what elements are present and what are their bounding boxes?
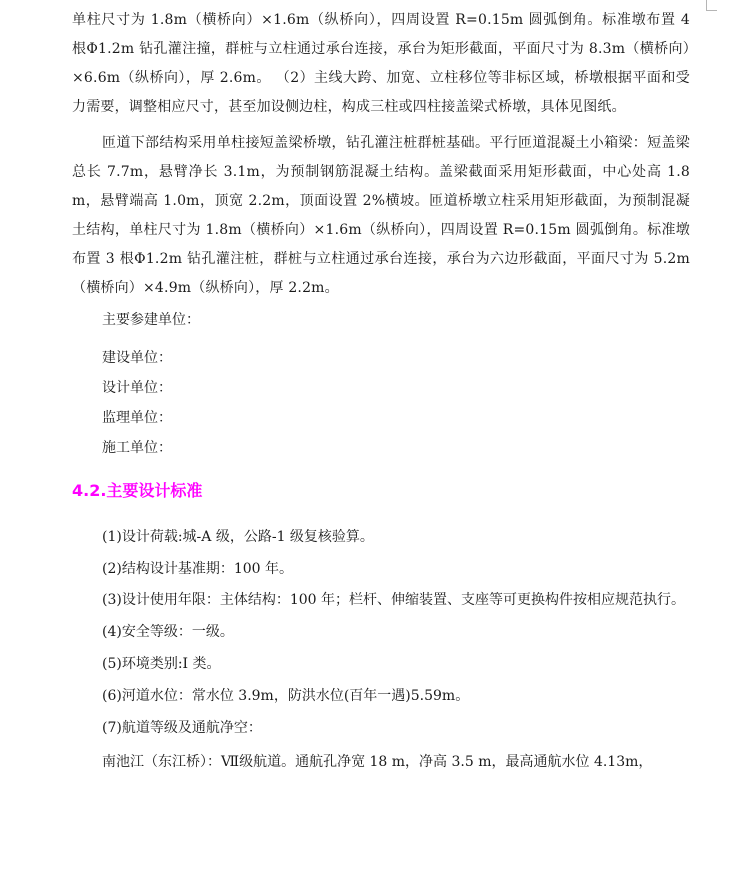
builder-unit-label: 施工单位：	[102, 440, 172, 456]
design-unit-label: 设计单位：	[102, 380, 172, 396]
supervision-unit-label: 监理单位：	[102, 410, 172, 426]
navigation-channel-line: 南池江（东江桥）：Ⅶ级航道。通航孔净宽 18 m，净高 3.5 m，最高通航水位 4.13m，	[102, 754, 653, 770]
standard-item-1: (1)设计荷载:城-A 级，公路-1 级复核验算。	[102, 529, 374, 545]
standard-item-4: (4)安全等级：一级。	[102, 624, 234, 640]
standard-item-2: (2)结构设计基准期：100 年。	[102, 561, 294, 577]
participants-title: 主要参建单位：	[102, 312, 200, 328]
standard-item-5: (5)环境类别:I 类。	[102, 656, 221, 672]
section-heading: 4.2.主要设计标准	[72, 481, 203, 500]
construction-unit-label: 建设单位：	[102, 350, 172, 366]
paragraph-ramp-substructure: 匝道下部结构采用单柱接短盖梁桥墩，钻孔灌注桩群桩基础。平行匝道混凝土小箱梁：短盖梁总长 7.7m，悬臂净长 3.1m，为预制钢筋混凝土结构。盖梁截面采用矩形截面，中心处高 1.8m，悬臂端高 1.0m，顶宽 2.2m，顶面设置 2%横坡。匝道桥墩立柱采用矩形截面，为预制混凝土结构，单柱尺寸为 1.8m（横桥向）×1.6m（纵桥向），四周设置 R=0.15m 圆弧倒角。标准墩布置 3 根Φ1.2m 钻孔灌注桩，群桩与立柱通过承台连接，承台为六边形截面，平面尺寸为 5.2m（横桥向）×4.9m（纵桥向），厚 2.2m。	[72, 135, 690, 296]
standard-item-7: (7)航道等级及通航净空：	[102, 720, 262, 736]
document-body	[72, 6, 690, 778]
standard-item-3: (3)设计使用年限：主体结构：100 年；栏杆、伸缩装置、支座等可更换构件按相应规范执行。	[102, 592, 686, 608]
paragraph-pier-dimensions: 单柱尺寸为 1.8m（横桥向）×1.6m（纵桥向），四周设置 R=0.15m 圆弧倒角。标准墩布置 4 根Φ1.2m 钻孔灌注撞，群桩与立柱通过承台连接，承台为矩形截面，平面尺寸为 8.3m（横桥向）×6.6m（纵桥向），厚 2.6m。 （2）主线大跨、加宽、立柱移位等非标区域，桥墩根据平面和受力需要，调整相应尺寸，甚至加设侧边柱，构成三柱或四柱接盖梁式桥墩，具体见图纸。	[72, 12, 690, 115]
page-corner-mark	[706, 0, 717, 11]
standard-item-6: (6)河道水位：常水位 3.9m，防洪水位(百年一遇)5.59m。	[102, 688, 470, 704]
